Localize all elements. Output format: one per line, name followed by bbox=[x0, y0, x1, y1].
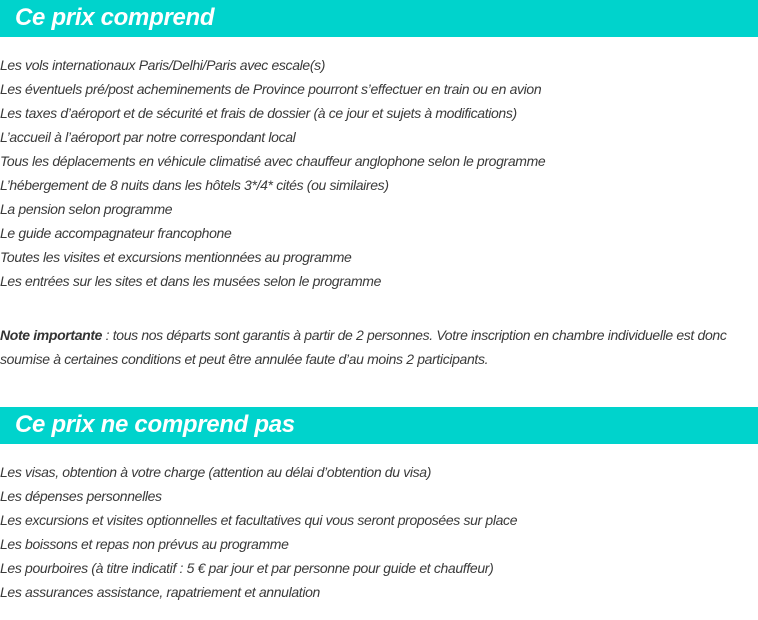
list-item: Les visas, obtention à votre charge (attention au délai d’obtention du visa) bbox=[0, 464, 432, 480]
list-item: Tous les déplacements en véhicule climatisé avec chauffeur anglophone selon le programme bbox=[0, 153, 546, 169]
section-header-excluded bbox=[0, 407, 758, 444]
list-item: Les entrées sur les sites et dans les musées selon le programme bbox=[0, 273, 382, 289]
list-item: Les dépenses personnelles bbox=[0, 488, 162, 504]
list-item: Les éventuels pré/post acheminements de Province pourront s’effectuer en train ou en avion bbox=[0, 81, 542, 97]
list-item: Le guide accompagnateur francophone bbox=[0, 225, 232, 241]
section-title-included: Ce prix comprend bbox=[15, 4, 215, 31]
list-item: Les vols internationaux Paris/Delhi/Paris avec escale(s) bbox=[0, 57, 326, 73]
list-item: Les taxes d’aéroport et de sécurité et frais de dossier (à ce jour et sujets à modifications) bbox=[0, 105, 517, 121]
included-items-list bbox=[0, 53, 545, 293]
important-note bbox=[0, 323, 758, 371]
list-item: L’accueil à l’aéroport par notre correspondant local bbox=[0, 129, 296, 145]
list-item: Les pourboires (à titre indicatif : 5 € par jour et par personne pour guide et chauffeur) bbox=[0, 560, 494, 576]
excluded-items-list bbox=[0, 460, 517, 604]
list-item: Toutes les visites et excursions mentionnées au programme bbox=[0, 249, 352, 265]
list-item: Les boissons et repas non prévus au programme bbox=[0, 536, 289, 552]
note-label: Note importante bbox=[0, 327, 103, 343]
section-header-included bbox=[0, 0, 758, 37]
list-item: Les assurances assistance, rapatriement et annulation bbox=[0, 584, 320, 600]
note-text: : tous nos départs sont garantis à partir de 2 personnes. Votre inscription en chambre individuelle est donc soumise à certaines conditions et peut être annulée faute d’au moins 2 participants. bbox=[0, 327, 727, 367]
list-item: Les excursions et visites optionnelles et facultatives qui vous seront proposées sur place bbox=[0, 512, 518, 528]
section-title-excluded: Ce prix ne comprend pas bbox=[15, 411, 295, 438]
list-item: La pension selon programme bbox=[0, 201, 173, 217]
list-item: L’hébergement de 8 nuits dans les hôtels 3*/4* cités (ou similaires) bbox=[0, 177, 389, 193]
